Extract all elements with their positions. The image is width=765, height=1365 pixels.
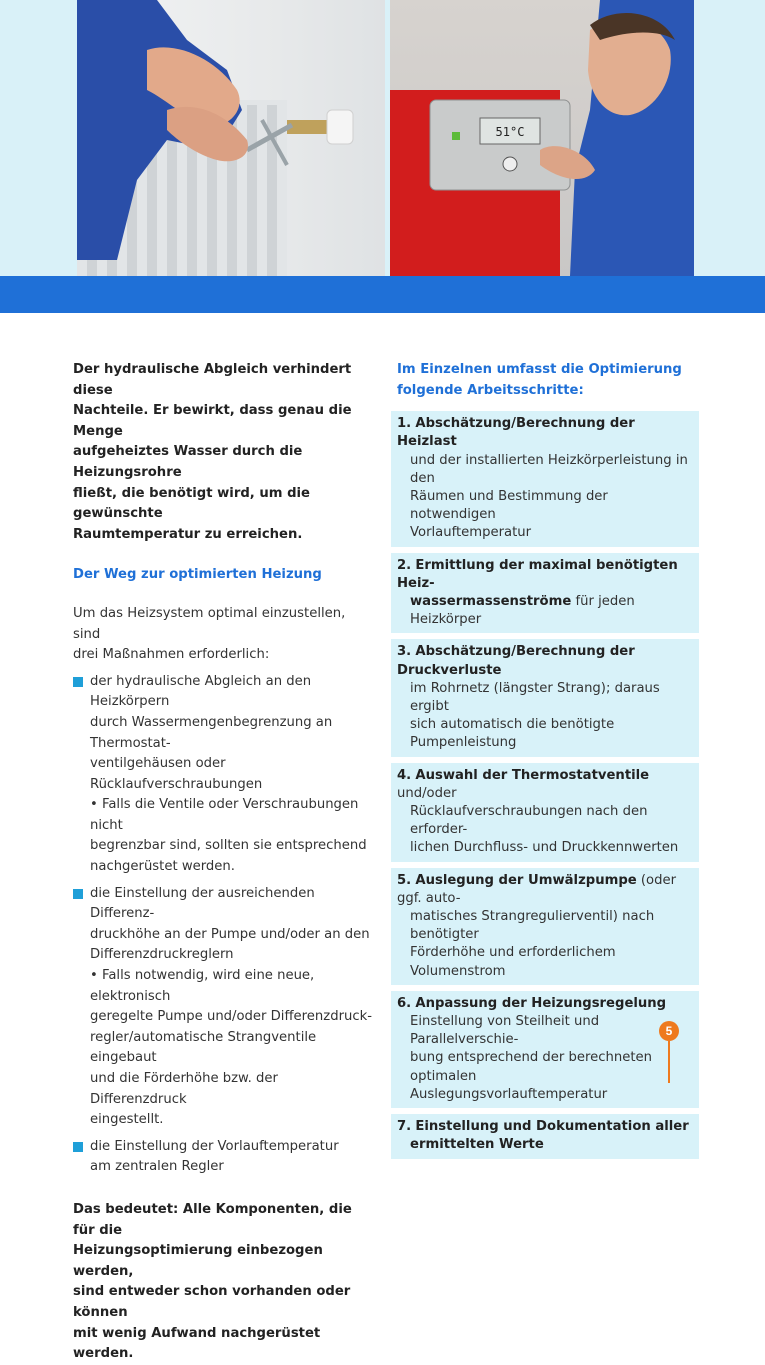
step-title: Auslegung der Umwälzpumpe xyxy=(415,872,637,888)
list-item-line: geregelte Pumpe und/oder Differenzdruck- xyxy=(90,1009,372,1025)
technician-controller-illustration xyxy=(390,0,694,276)
intro-paragraph xyxy=(73,360,373,545)
step-line: Förderhöhe und erforderlichem Volumenstrom xyxy=(410,945,616,979)
page-number-line xyxy=(668,1041,670,1083)
step-line: Vorlauftemperatur xyxy=(410,525,532,541)
page-number-badge: 5 xyxy=(659,1021,679,1041)
measures-intro-line: Um das Heizsystem optimal einzustellen, sind xyxy=(73,605,346,642)
step-title: Ermittlung der maximal benötigten Heiz- xyxy=(397,557,678,591)
intro-line: Der hydraulische Abgleich verhindert diese xyxy=(73,362,352,398)
conclusion-paragraph xyxy=(73,1200,373,1365)
step-text: (oder ggf. auto- xyxy=(397,872,677,906)
list-item-line: begrenzbar sind, sollten sie entsprechend xyxy=(90,838,367,854)
list-item-line: druckhöhe an der Pumpe und/oder an den xyxy=(90,926,370,942)
step-item xyxy=(391,868,699,985)
radiator-valve-illustration xyxy=(77,0,385,276)
step-title: Abschätzung/Berechnung der Heizlast xyxy=(397,416,635,450)
step-title: Einstellung und Dokumentation aller xyxy=(415,1119,689,1135)
step-number: 4. xyxy=(397,767,412,783)
technician-controller-photo xyxy=(390,0,694,276)
step-title: Anpassung der Heizungsregelung xyxy=(415,995,667,1011)
step-number: 7. xyxy=(397,1119,412,1135)
list-item-line: der hydraulische Abgleich an den Heizkörpern xyxy=(90,673,312,710)
step-title: Abschätzung/Berechnung der Druckverluste xyxy=(397,644,635,678)
list-item xyxy=(73,884,373,1131)
step-line: Auslegungsvorlauftemperatur xyxy=(410,1086,608,1102)
step-item xyxy=(391,553,699,634)
controller-display-readout: 51°C xyxy=(495,125,525,139)
step-item xyxy=(391,411,699,546)
list-item-line: nachgerüstet werden. xyxy=(90,859,235,875)
step-text: und/oder xyxy=(397,785,457,801)
list-item-line: und die Förderhöhe bzw. der Differenzdruck xyxy=(90,1071,278,1107)
step-text: für jeden Heizkörper xyxy=(410,594,635,628)
list-item-line: • Falls notwendig, wird eine neue, elektronisch xyxy=(90,968,315,1004)
radiator-valve-photo xyxy=(77,0,385,276)
list-item-line: • Falls die Ventile oder Verschraubungen nicht xyxy=(90,797,359,833)
list-item-line: Differenzdruckreglern xyxy=(90,947,234,963)
square-bullet-icon xyxy=(73,677,83,687)
list-item-line: die Einstellung der Vorlauftemperatur xyxy=(90,1138,339,1154)
list-item xyxy=(73,1137,373,1178)
list-item xyxy=(73,672,373,878)
list-item-line: die Einstellung der ausreichenden Differenz- xyxy=(90,885,315,922)
step-item xyxy=(391,991,699,1108)
step-line: und der installierten Heizkörperleistung in den xyxy=(410,452,688,486)
steps-heading xyxy=(397,360,699,401)
list-item-line: regler/automatische Strangventile eingebaut xyxy=(90,1029,317,1066)
section-heading: Der Weg zur optimierten Heizung xyxy=(73,567,322,583)
step-number: 6. xyxy=(397,995,412,1011)
conclusion-line: mit wenig Aufwand nachgerüstet werden. xyxy=(73,1325,321,1362)
steps-heading-line: Im Einzelnen umfasst die Optimierung xyxy=(397,362,682,377)
square-bullet-icon xyxy=(73,1142,83,1152)
photo-band xyxy=(0,0,765,276)
step-line: Rücklaufverschraubungen nach den erforder- xyxy=(410,804,648,838)
list-item-line: eingestellt. xyxy=(90,1112,164,1128)
step-line: Räumen und Bestimmung der notwendigen xyxy=(410,489,608,523)
intro-line: Raumtemperatur zu erreichen. xyxy=(73,526,303,542)
step-number: 5. xyxy=(397,872,412,888)
step-line: im Rohrnetz (längster Strang); daraus ergibt xyxy=(410,680,660,715)
measures-intro xyxy=(73,604,373,666)
square-bullet-icon xyxy=(73,889,83,899)
conclusion-line: Heizungsoptimierung einbezogen werden, xyxy=(73,1243,323,1279)
step-number: 1. xyxy=(397,416,412,432)
step-title-cont: wassermassenströme xyxy=(410,594,572,610)
list-item-line: ventilgehäusen oder Rücklaufverschraubungen xyxy=(90,756,263,792)
right-column xyxy=(391,360,699,1165)
intro-line: Nachteile. Er bewirkt, dass genau die Menge xyxy=(73,403,352,439)
conclusion-line: Das bedeutet: Alle Komponenten, die für die xyxy=(73,1201,352,1238)
conclusion-line: sind entweder schon vorhanden oder können xyxy=(73,1284,351,1320)
intro-line: aufgeheiztes Wasser durch die Heizungsrohre xyxy=(73,444,303,480)
list-item-line: durch Wassermengenbegrenzung an Thermostat- xyxy=(90,714,333,751)
measures-intro-line: drei Maßnahmen erforderlich: xyxy=(73,647,270,663)
step-line: sich automatisch die benötigte Pumpenleistung xyxy=(410,717,615,751)
step-title: Auswahl der Thermostatventile xyxy=(415,767,650,783)
step-number: 2. xyxy=(397,557,412,573)
blue-accent-bar xyxy=(0,276,765,313)
left-column xyxy=(73,360,373,1365)
intro-line: fließt, die benötigt wird, um die gewünschte xyxy=(73,485,310,522)
step-line: matisches Strangregulierventil) nach benötigter xyxy=(410,909,655,943)
step-item xyxy=(391,1114,699,1158)
measures-list xyxy=(73,672,373,1178)
step-line: Einstellung von Steilheit und Parallelverschie- xyxy=(410,1014,600,1048)
step-number: 3. xyxy=(397,644,412,660)
steps-heading-line: folgende Arbeitsschritte: xyxy=(397,382,584,398)
step-item xyxy=(391,639,699,756)
step-item xyxy=(391,763,699,862)
step-line: bung entsprechend der berechneten optimalen xyxy=(410,1050,652,1084)
list-item-line: am zentralen Regler xyxy=(90,1159,224,1175)
step-line: lichen Durchfluss- und Druckkennwerten xyxy=(410,840,679,856)
step-title-cont: ermittelten Werte xyxy=(410,1137,544,1153)
